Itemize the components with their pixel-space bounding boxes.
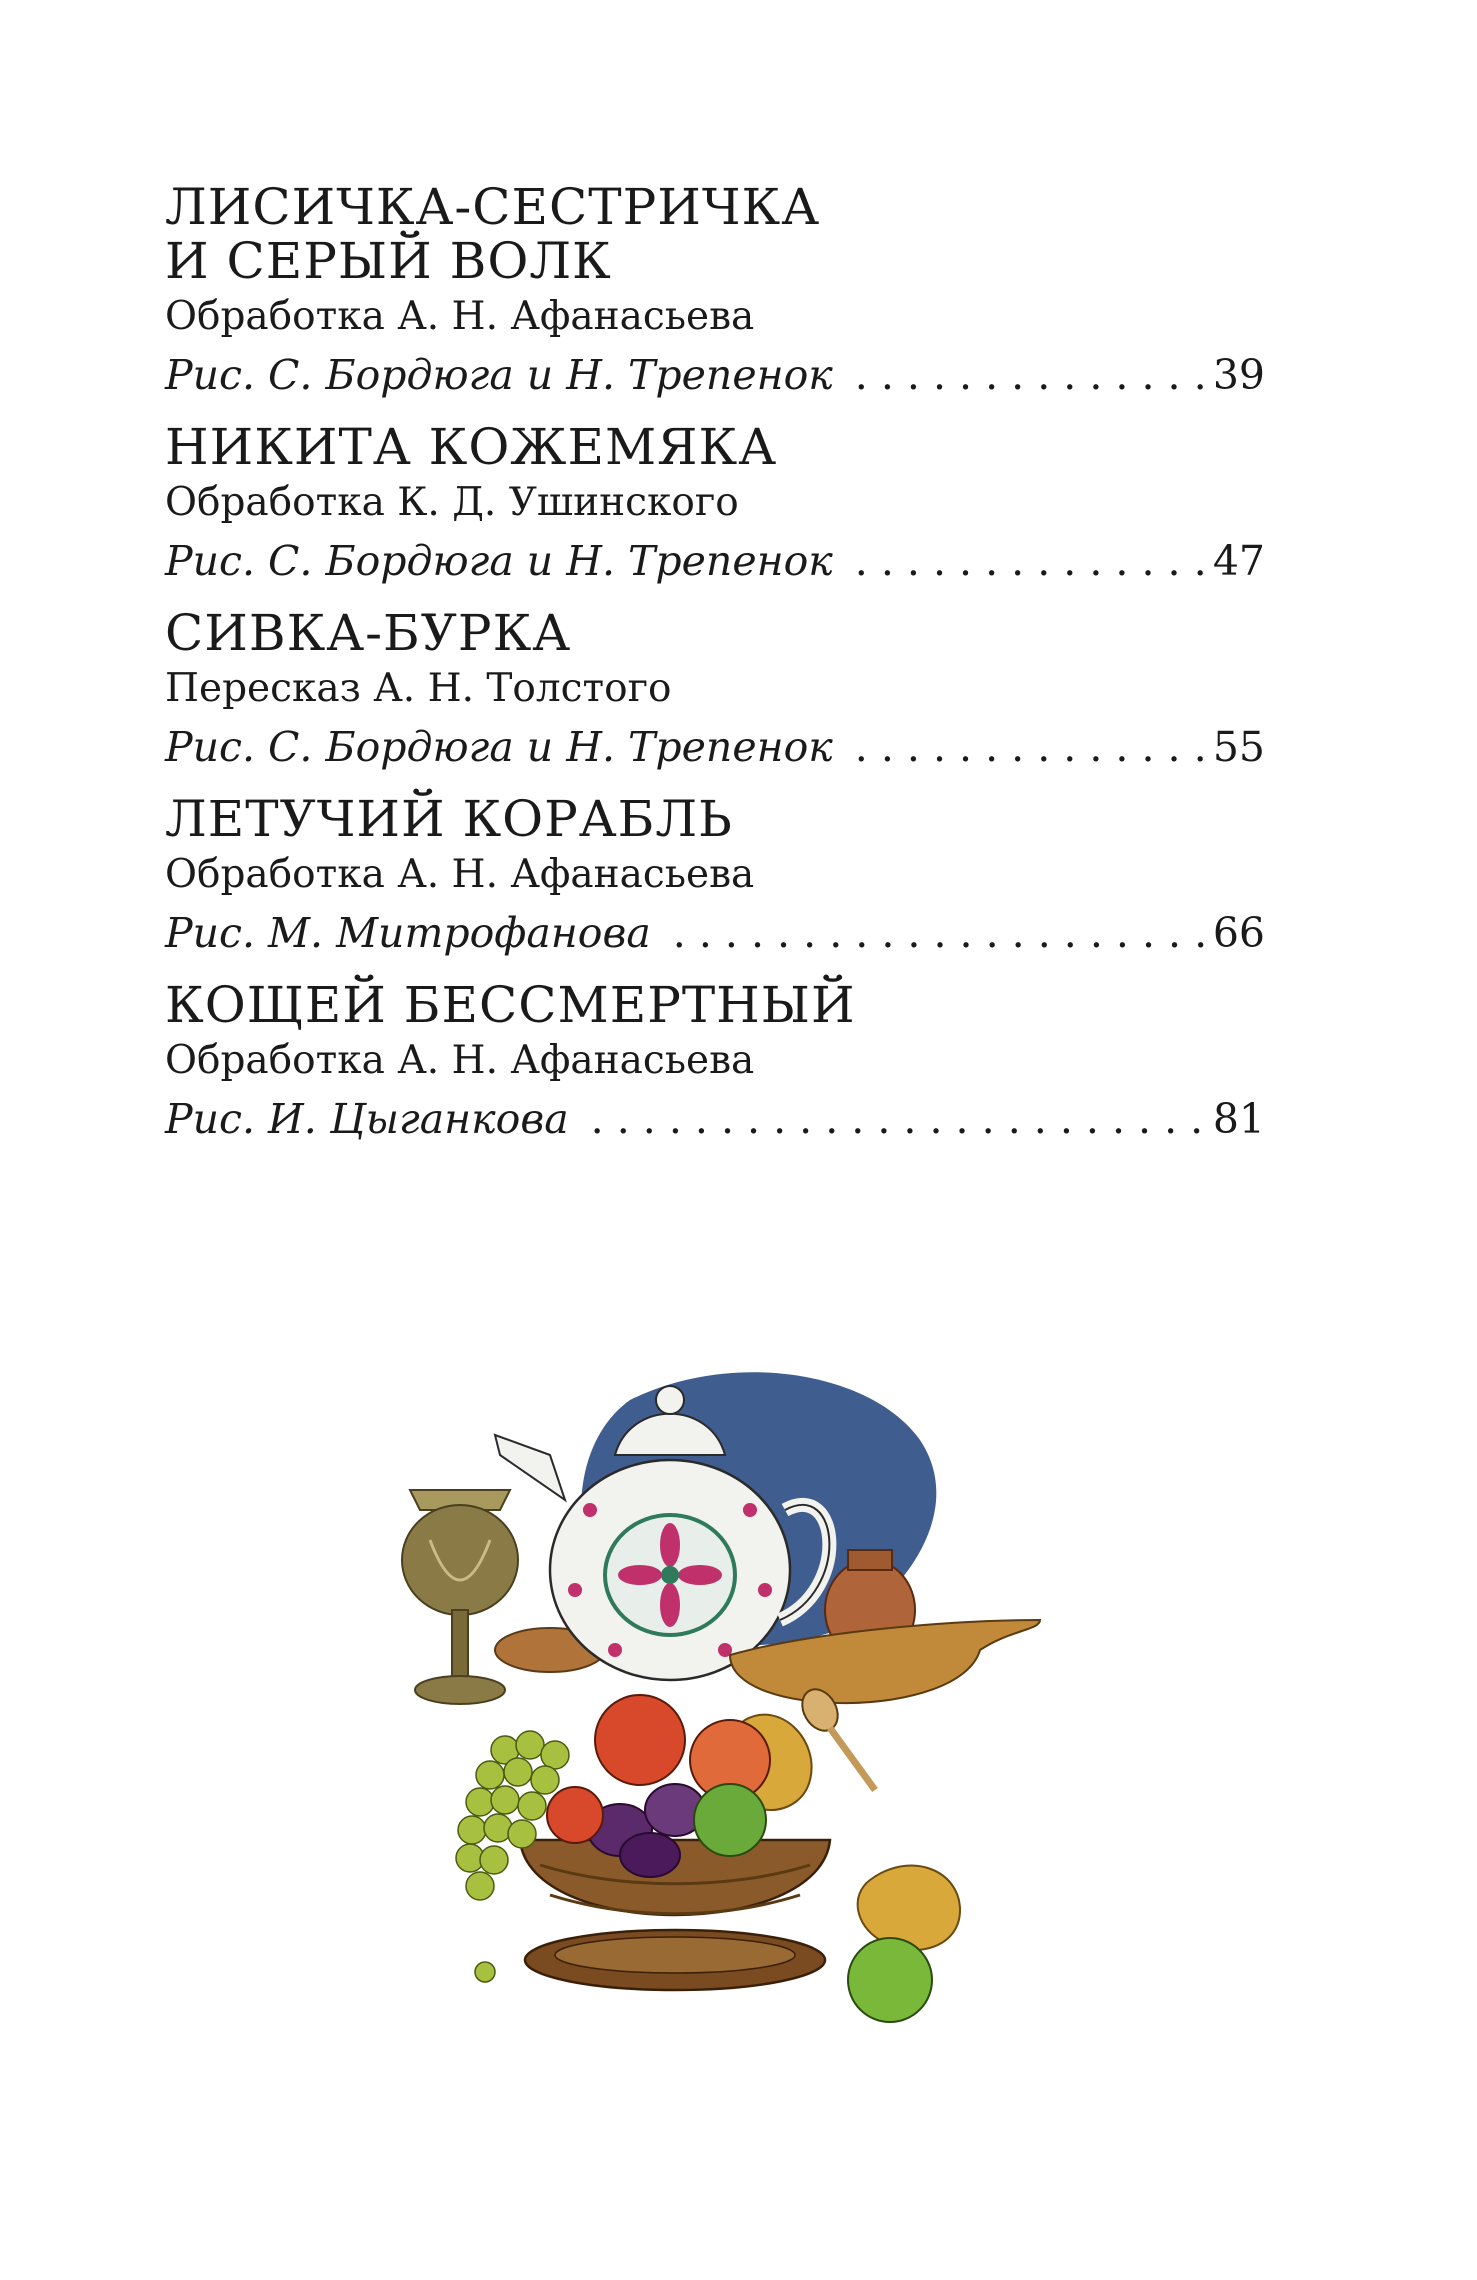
entry-illustrator: Рис. И. Цыганкова — [165, 1095, 569, 1143]
entry-adaptation: Обработка К. Д. Ушинского — [165, 480, 739, 525]
goblet-icon — [402, 1490, 518, 1704]
toc-entry[interactable] — [165, 606, 1265, 776]
dot-leader — [855, 718, 1209, 776]
entry-adaptation: Обработка А. Н. Афанасьева — [165, 294, 755, 339]
pear-icon — [858, 1866, 960, 1950]
entry-illustrator-row — [165, 1090, 1265, 1148]
apple-icon — [595, 1695, 685, 1785]
dot-leader — [591, 1090, 1209, 1148]
apple-icon — [848, 1938, 932, 2022]
entry-illustrator-row — [165, 346, 1265, 404]
plum-icon — [620, 1833, 680, 1877]
dot-leader — [855, 532, 1209, 590]
entry-illustrator: Рис. С. Бордюга и Н. Трепенок — [165, 723, 833, 771]
entry-illustrator-row — [165, 532, 1265, 590]
table-of-contents — [165, 180, 1265, 1164]
entry-title[interactable]: КОЩЕЙ БЕССМЕРТНЫЙ — [165, 976, 856, 1034]
entry-title[interactable]: НИКИТА КОЖЕМЯКА — [165, 418, 778, 476]
entry-title[interactable]: ЛИСИЧКА-СЕСТРИЧКА И СЕРЫЙ ВОЛК — [165, 178, 821, 290]
entry-page-number[interactable]: 81 — [1212, 1095, 1265, 1143]
entry-page-number[interactable]: 66 — [1212, 909, 1265, 957]
entry-illustrator-row — [165, 904, 1265, 962]
entry-adaptation: Пересказ А. Н. Толстого — [165, 666, 672, 711]
entry-adaptation: Обработка А. Н. Афанасьева — [165, 852, 755, 897]
entry-adaptation: Обработка А. Н. Афанасьева — [165, 1038, 755, 1083]
dot-leader — [673, 904, 1209, 962]
entry-title[interactable]: ЛЕТУЧИЙ КОРАБЛЬ — [165, 790, 733, 848]
dot-leader — [855, 346, 1209, 404]
entry-page-number[interactable]: 39 — [1212, 351, 1265, 399]
entry-illustrator: Рис. С. Бордюга и Н. Трепенок — [165, 537, 833, 585]
toc-entry[interactable] — [165, 180, 1265, 404]
entry-illustrator-row — [165, 718, 1265, 776]
toc-entry[interactable] — [165, 792, 1265, 962]
entry-illustrator: Рис. М. Митрофанова — [165, 909, 651, 957]
still-life-illustration — [400, 1360, 1060, 2060]
toc-entry[interactable] — [165, 420, 1265, 590]
apple-icon — [694, 1784, 766, 1856]
entry-title[interactable]: СИВКА-БУРКА — [165, 604, 572, 662]
toc-entry[interactable] — [165, 978, 1265, 1148]
entry-page-number[interactable]: 55 — [1212, 723, 1265, 771]
entry-page-number[interactable]: 47 — [1212, 537, 1265, 585]
apple-icon — [547, 1787, 603, 1843]
entry-illustrator: Рис. С. Бордюга и Н. Трепенок — [165, 351, 833, 399]
